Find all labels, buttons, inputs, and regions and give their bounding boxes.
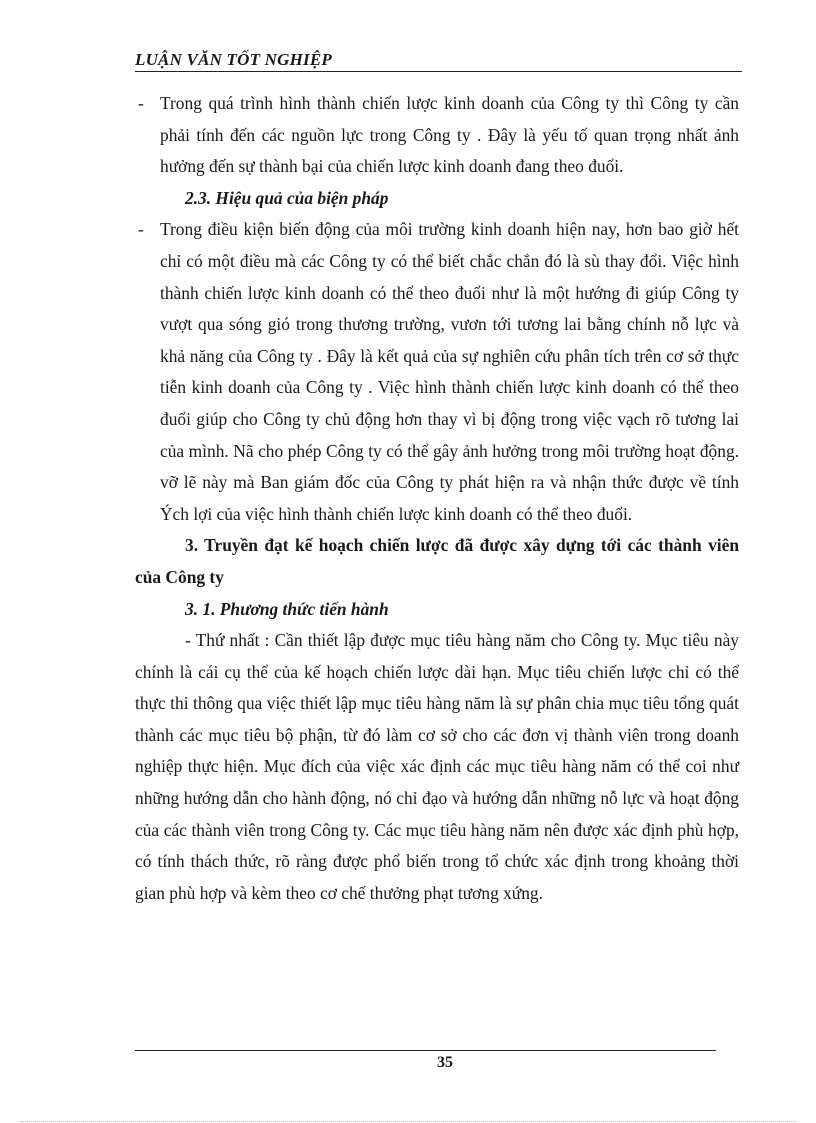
- section-heading-3-1: 3. 1. Phương thức tiến hành: [185, 598, 389, 619]
- page-bottom-edge: [20, 1121, 796, 1122]
- bullet-paragraph-resources: [135, 88, 739, 183]
- footer-divider: [135, 1050, 716, 1051]
- dash-marker: -: [138, 93, 144, 113]
- running-header-title: LUẬN VĂN TỐT NGHIỆP: [135, 50, 332, 69]
- section-heading-3: 3. Truyền đạt kế hoạch chiến lược đã được xây dựng tới các thành viên của Công ty: [135, 535, 739, 587]
- header-divider: [135, 71, 742, 72]
- page-body: [135, 88, 739, 909]
- paragraph-annual-objectives: - Thứ nhất : Cần thiết lập được mục tiêu hàng năm cho Công ty. Mục tiêu này chính là cái cụ thể của kế hoạch chiến lược dài hạn. Mục tiêu chiến lược chỉ có thể thực thi thông qua việc thiết lập mục tiêu hàng năm là sự phân chia mục tiêu tổng quát thành các mục tiêu bộ phận, từ đó làm cơ sở cho các đơn vị thành viên trong doanh nghiệp thực hiện. Mục đích của việc xác định các mục tiêu hàng năm có thể coi như những hướng dẫn cho hành động, nó chỉ đạo và hướng dẫn những nỗ lực và hoạt động của các thành viên trong Công ty. Các mục tiêu hàng năm nên được xác định phù hợp, có tính thách thức, rõ ràng được phổ biến trong tổ chức xác định trong khoảng thời gian phù hợp và kèm theo cơ chế thưởng phạt tương xứng.: [135, 630, 739, 903]
- page-number: 35: [437, 1054, 453, 1071]
- bullet-paragraph-effectiveness: [135, 214, 739, 530]
- section-heading-2-3: 2.3. Hiệu quả của biện pháp: [185, 187, 389, 208]
- paragraph-text: Trong quá trình hình thành chiến lược kinh doanh của Công ty thì Công ty cần phải tính đến các nguồn lực trong Công ty . Đây là yếu tố quan trọng nhất ảnh hưởng đến sự thành bại của chiến lược kinh doanh đang theo đuổi.: [160, 93, 739, 177]
- paragraph-text: Trong điều kiện biến động của môi trường kinh doanh hiện nay, hơn bao giờ hết chỉ có một điều mà các Công ty có thể biết chắc chắn đó là sù thay đổi. Việc hình thành chiến lược kinh doanh có thể theo đuổi như là một hướng đi giúp Công ty vượt qua sóng gió trong thương trường, vươn tới tương lai bằng chính nỗ lực và khả năng của Công ty . Đây là kết quả của sự nghiên cứu phân tích trên cơ sở thực tiễn kinh doanh của Công ty . Việc hình thành chiến lược kinh doanh có thể theo đuổi giúp cho Công ty chủ động hơn thay vì bị động trong việc vạch rõ tương lai của mình. Nã cho phép Công ty có thể gây ảnh hưởng trong môi trường hoạt động. vỡ lẽ này mà Ban giám đốc của Công ty phát hiện ra và nhận thức được về tính Ých lợi của việc hình thành chiến lược kinh doanh có thể theo đuổi.: [160, 219, 739, 524]
- dash-marker: -: [138, 219, 144, 240]
